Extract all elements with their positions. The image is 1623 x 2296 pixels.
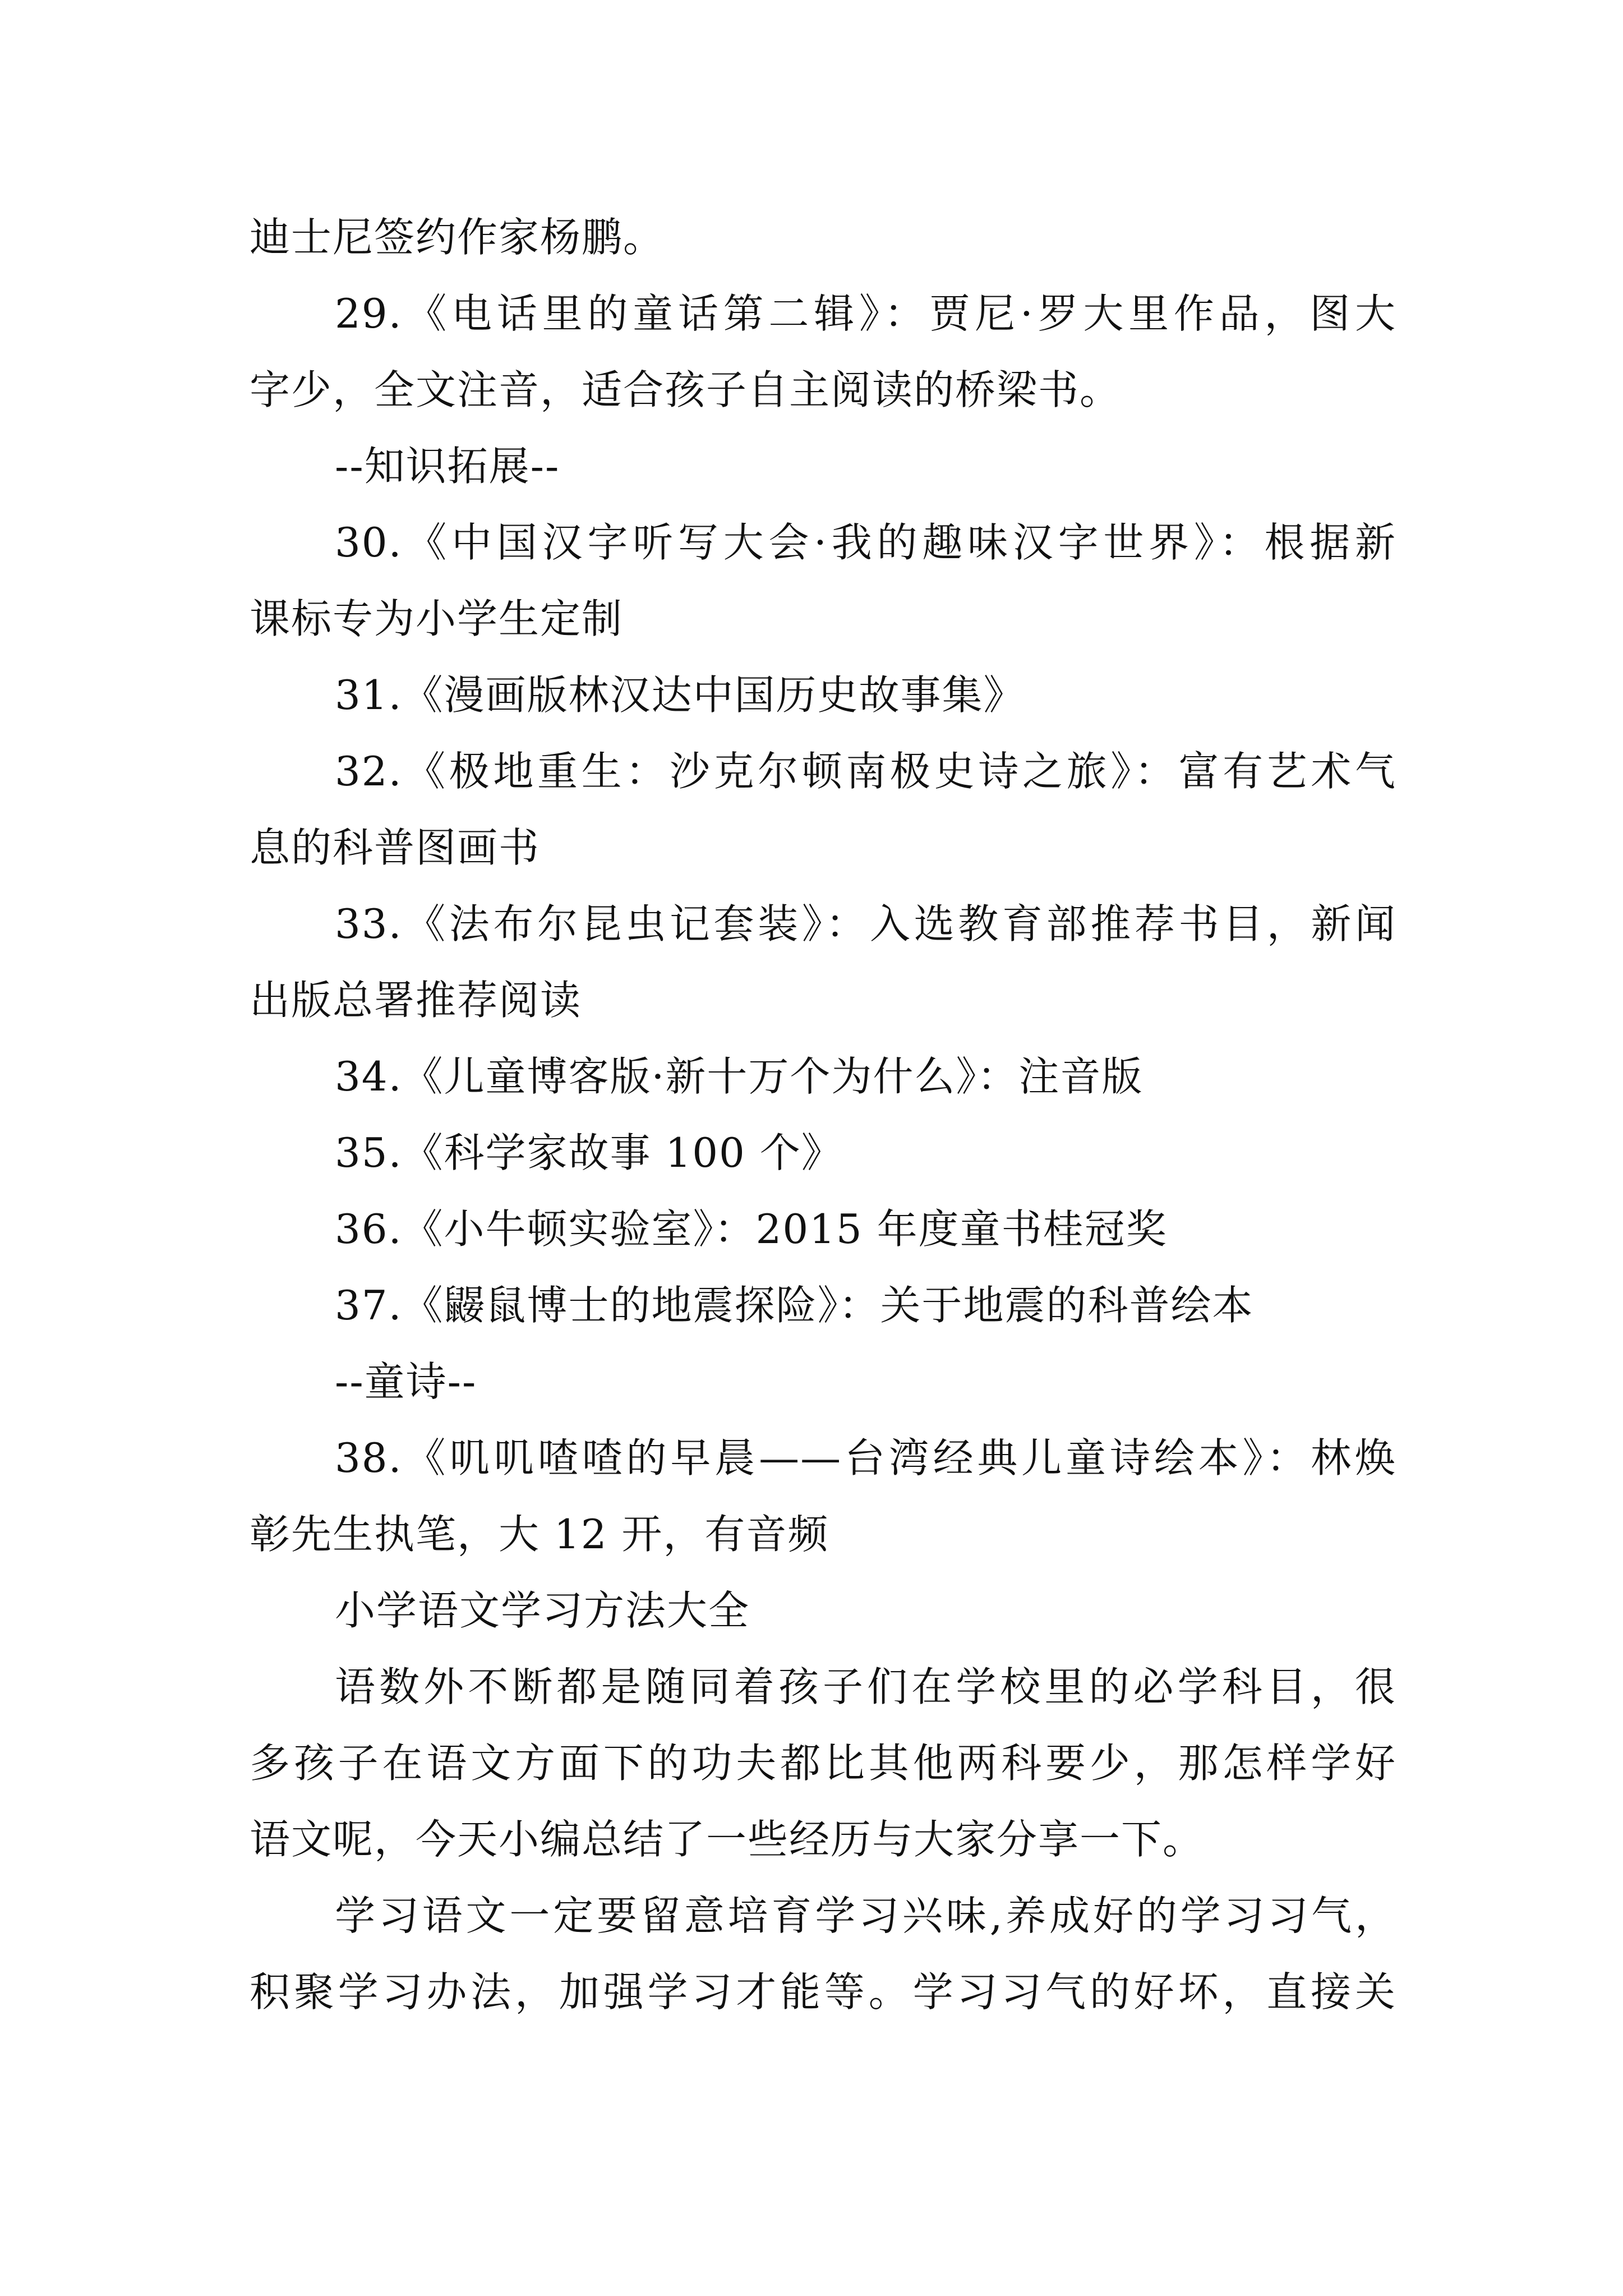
text-line: 字少，全文注音，适合孩子自主阅读的桥梁书。 bbox=[250, 366, 1122, 413]
book-item-35: 35.《科学家故事 100 个》 bbox=[335, 1129, 843, 1176]
book-item-37: 37.《鼹鼠博士的地震探险》：关于地震的科普绘本 bbox=[335, 1282, 1254, 1329]
book-item-31: 31.《漫画版林汉达中国历史故事集》 bbox=[335, 671, 1025, 719]
text-line: 迪士尼签约作家杨鹏。 bbox=[250, 214, 665, 261]
paragraph-line: 积聚学习办法，加强学习才能等。学习习气的好坏，直接关 bbox=[250, 1968, 1396, 2016]
article-title: 小学语文学习方法大全 bbox=[335, 1587, 750, 1634]
book-item-36: 36.《小牛顿实验室》：2015 年度童书桂冠奖 bbox=[335, 1205, 1168, 1253]
text-line: 彰先生执笔，大 12 开，有音频 bbox=[250, 1511, 829, 1558]
paragraph-line: 语数外不断都是随同着孩子们在学校里的必学科目，很 bbox=[335, 1663, 1396, 1710]
text-line: 息的科普图画书 bbox=[250, 824, 541, 871]
section-heading-poetry: --童诗-- bbox=[335, 1358, 477, 1405]
book-item-32: 32.《极地重生：沙克尔顿南极史诗之旅》：富有艺术气 bbox=[335, 748, 1396, 795]
book-item-38: 38.《叽叽喳喳的早晨——台湾经典儿童诗绘本》：林焕 bbox=[335, 1434, 1396, 1481]
book-item-33: 33.《法布尔昆虫记套装》：入选教育部推荐书目，新闻 bbox=[335, 900, 1396, 947]
book-item-29: 29.《电话里的童话第二辑》：贾尼·罗大里作品，图大 bbox=[335, 290, 1396, 337]
paragraph-line: 学习语文一定要留意培育学习兴味,养成好的学习习气， bbox=[335, 1892, 1396, 1939]
document-body bbox=[250, 199, 1396, 2030]
paragraph-line: 语文呢，今天小编总结了一些经历与大家分享一下。 bbox=[250, 1816, 1205, 1863]
paragraph-line: 多孩子在语文方面下的功夫都比其他两科要少，那怎样学好 bbox=[250, 1740, 1396, 1787]
text-line: 课标专为小学生定制 bbox=[250, 595, 624, 642]
book-item-30: 30.《中国汉字听写大会·我的趣味汉字世界》：根据新 bbox=[335, 519, 1396, 566]
section-heading-knowledge: --知识拓展-- bbox=[335, 443, 560, 490]
text-line: 出版总署推荐阅读 bbox=[250, 977, 582, 1024]
book-item-34: 34.《儿童博客版·新十万个为什么》：注音版 bbox=[335, 1053, 1144, 1100]
